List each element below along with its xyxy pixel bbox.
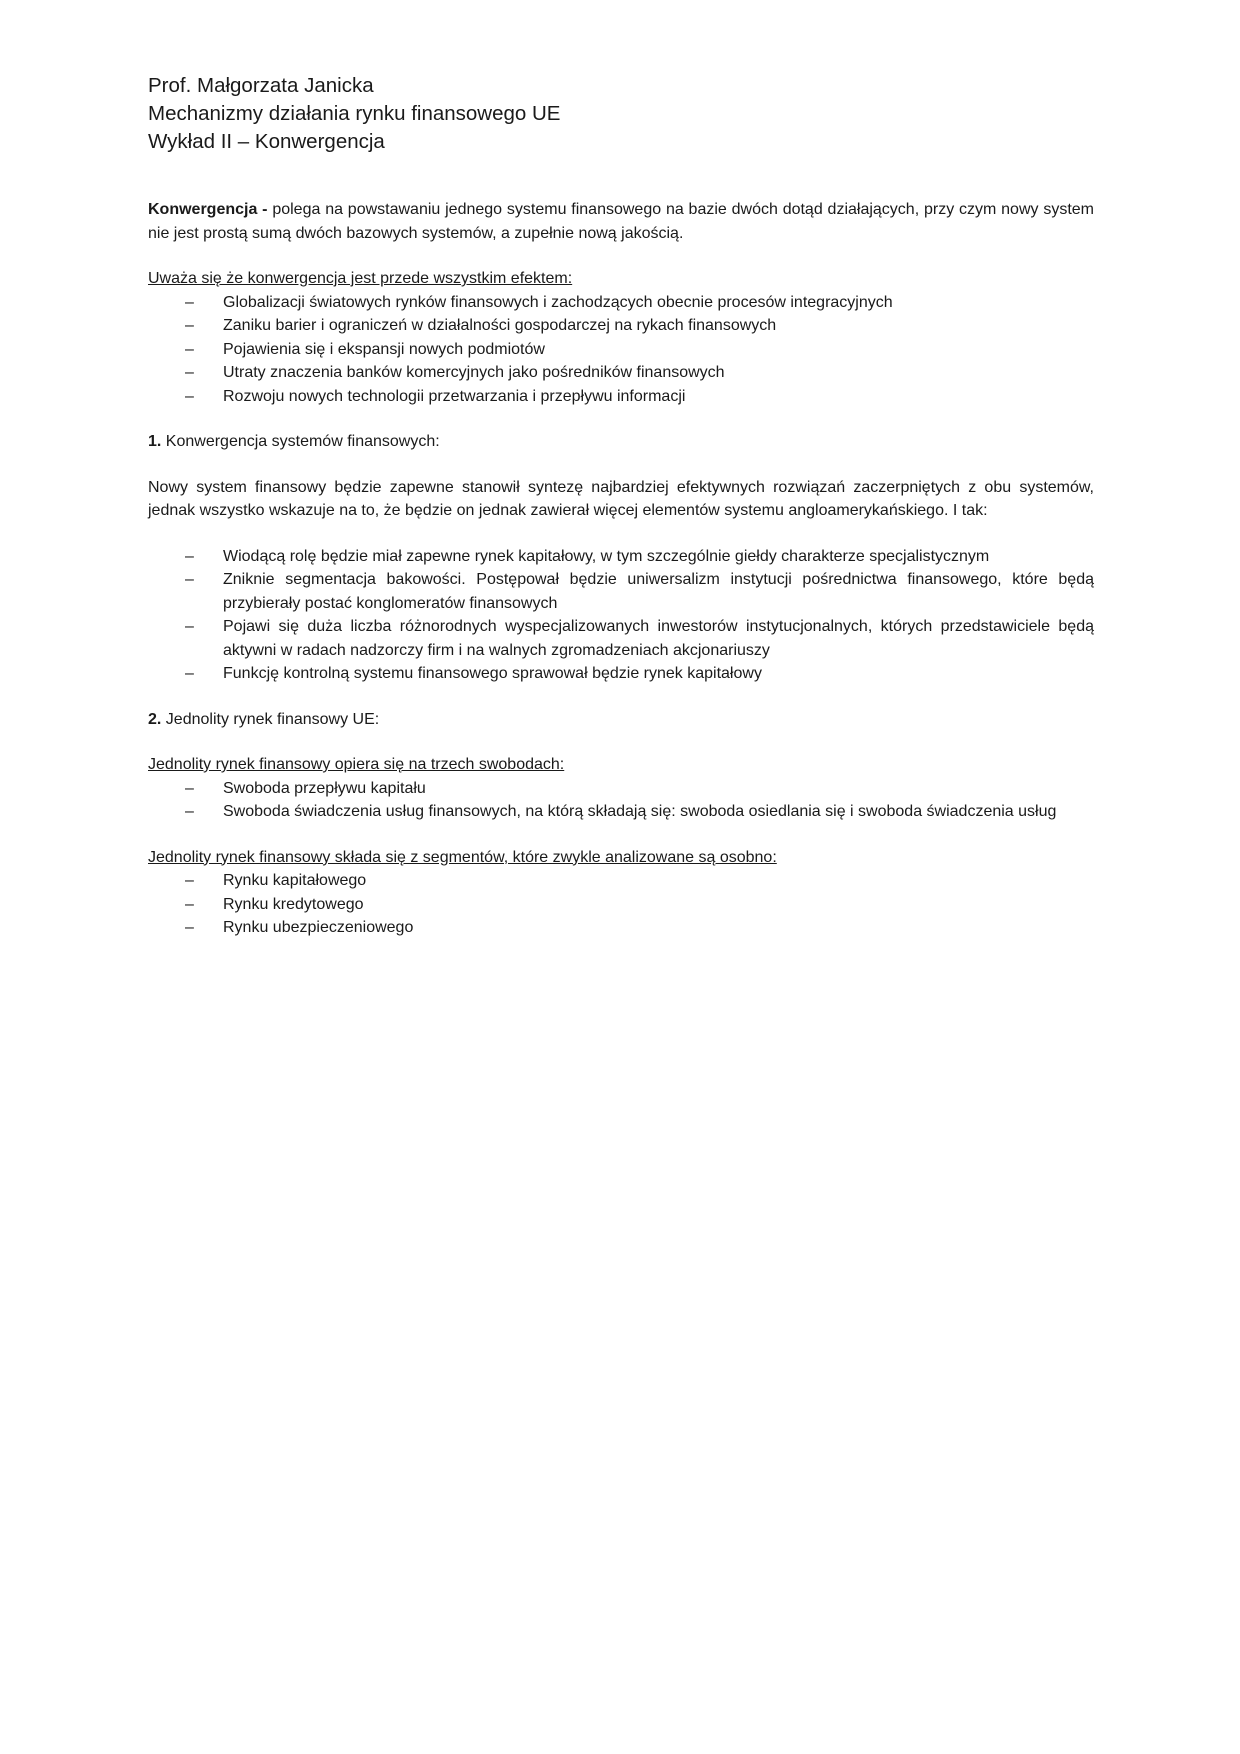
effects-heading: Uważa się że konwergencja jest przede wszystkim efektem: xyxy=(148,270,573,287)
section1-number: 1. xyxy=(148,433,162,450)
course-title: Mechanizmy działania rynku finansowego UE xyxy=(148,102,561,125)
author-name: Prof. Małgorzata Janicka xyxy=(148,74,374,97)
list-item: – Rynku ubezpieczeniowego xyxy=(148,916,1094,940)
segments-heading: Jednolity rynek finansowy składa się z segmentów, które zwykle analizowane są osobno: xyxy=(148,848,777,866)
freedoms-heading: Jednolity rynek finansowy opiera się na trzech swobodach: xyxy=(148,756,565,773)
list-item: – Zniknie segmentacja bakowości. Postępował będzie uniwersalizm instytucji pośrednictwa finansowego, które będą przybierały postać konglomeratów finansowych xyxy=(148,568,1094,615)
list-item: – Rynku kapitałowego xyxy=(148,869,1094,893)
document-header xyxy=(148,72,1094,156)
segments-list xyxy=(148,869,1094,940)
section1-paragraph: Nowy system finansowy będzie zapewne stanowił syntezę najbardziej efektywnych rozwiązań zaczerpniętych z obu systemów, jednak wszystko wskazuje na to, że będzie on jednak zawierał więcej elementów systemu angloamerykańskiego. I tak: xyxy=(148,478,1094,519)
list-item: – Utraty znaczenia banków komercyjnych jako pośredników finansowych xyxy=(148,361,1094,385)
list-item: – Wiodącą rolę będzie miał zapewne rynek kapitałowy, w tym szczególnie giełdy charakterze specjalistycznym xyxy=(148,545,1094,569)
document-page xyxy=(148,72,1094,940)
list-item: – Pojawienia się i ekspansji nowych podmiotów xyxy=(148,338,1094,362)
list-item: – Funkcję kontrolną systemu finansowego sprawował będzie rynek kapitałowy xyxy=(148,662,1094,686)
list-item: – Swoboda świadczenia usług finansowych, na którą składają się: swoboda osiedlania się i swoboda świadczenia usług xyxy=(148,800,1094,824)
section2-heading xyxy=(148,708,1094,732)
list-item: – Globalizacji światowych rynków finansowych i zachodzących obecnie procesów integracyjnych xyxy=(148,291,1094,315)
list-item: – Rozwoju nowych technologii przetwarzania i przepływu informacji xyxy=(148,385,1094,409)
list-item: – Rynku kredytowego xyxy=(148,893,1094,917)
definition-paragraph xyxy=(148,198,1094,245)
section1-heading-text: Konwergencja systemów finansowych: xyxy=(161,433,440,450)
list-item: – Zaniku barier i ograniczeń w działalności gospodarczej na rykach finansowych xyxy=(148,314,1094,338)
definition-text: polega na powstawaniu jednego systemu finansowego na bazie dwóch dotąd działających, przy czym nowy system nie jest prostą sumą dwóch bazowych systemów, a zupełnie nową jakością. xyxy=(148,201,1094,242)
section2-heading-text: Jednolity rynek finansowy UE: xyxy=(161,710,380,728)
section1-list xyxy=(148,545,1094,686)
section2-number: 2. xyxy=(148,710,162,728)
section1-heading xyxy=(148,430,1094,454)
definition-term: Konwergencja - xyxy=(148,201,268,218)
list-item: – Swoboda przepływu kapitału xyxy=(148,777,1094,801)
freedoms-list xyxy=(148,777,1094,824)
effects-list xyxy=(148,291,1094,409)
lecture-title: Wykład II – Konwergencja xyxy=(148,130,385,153)
list-item: – Pojawi się duża liczba różnorodnych wyspecjalizowanych inwestorów instytucjonalnych, których przedstawiciele będą aktywni w radach nadzorczy firm i na walnych zgromadzeniach akcjonariuszy xyxy=(148,615,1094,662)
